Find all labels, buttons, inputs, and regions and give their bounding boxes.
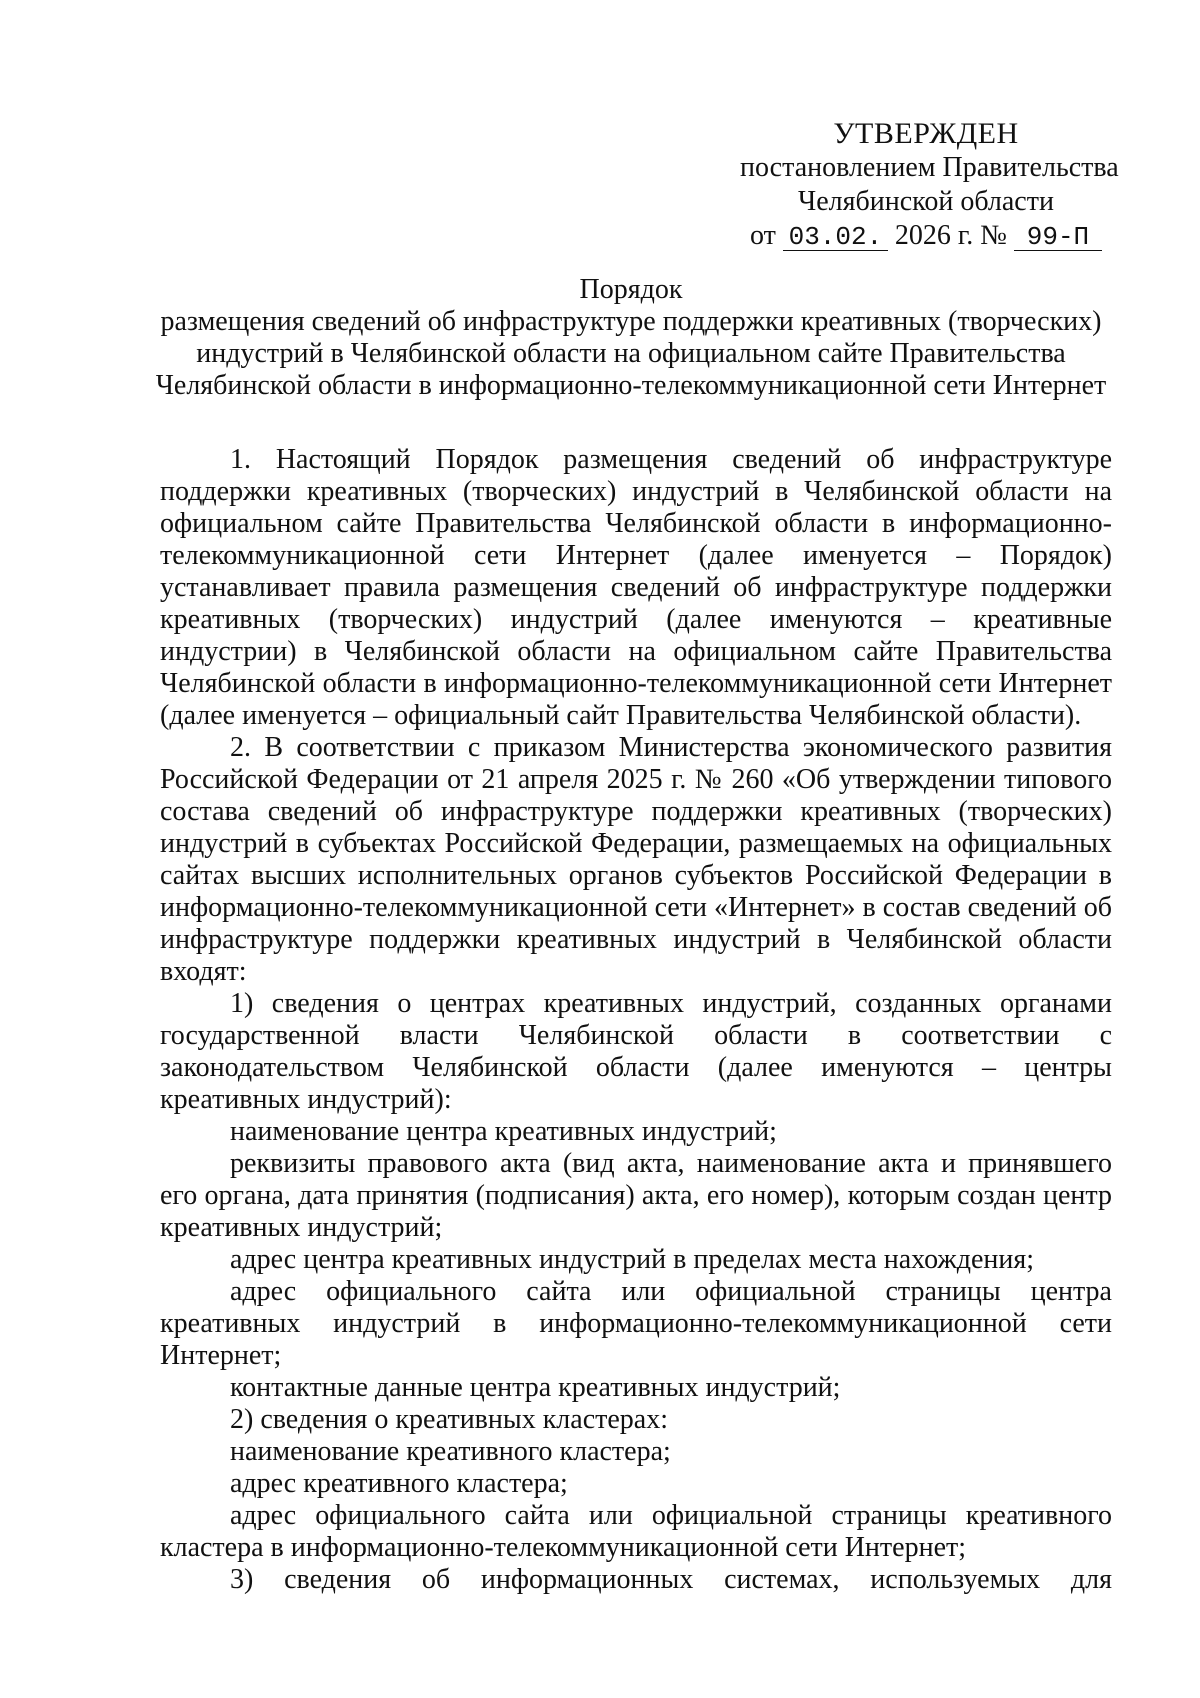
paragraph-cluster-website: адрес официального сайта или официальной страницы креативного кластера в информационно-телекоммуникационной сети Интернет;: [160, 1500, 1112, 1563]
paragraph-cluster-name: наименование креативного кластера;: [230, 1436, 671, 1467]
paragraph-center-contacts: контактные данные центра креативных индустрий;: [230, 1372, 841, 1403]
paragraph-center-name: наименование центра креативных индустрий;: [230, 1116, 777, 1147]
from-label: от: [750, 220, 776, 251]
paragraph-item-3: 3) сведения об информационных системах, используемых для: [230, 1564, 1112, 1595]
approval-line-2: Челябинской области: [798, 186, 1054, 217]
paragraph-1: 1. Настоящий Порядок размещения сведений об инфраструктуре поддержки креативных (творческих) индустрий в Челябинской области на официальном сайте Правительства Челябинской области в информационно-телекоммуникационной сети Интернет (далее именуется – Порядок) устанавливает правила размещения сведений об инфраструктуре поддержки креативных (творческих) индустрий (далее именуются – креативные индустрии) в Челябинской области на официальном сайте Правительства Челябинской области в информационно-телекоммуникационной сети Интернет (далее именуется – официальный сайт Правительства Челябинской области).: [160, 444, 1112, 731]
paragraph-item-1: 1) сведения о центрах креативных индустрий, созданных органами государственной власти Челябинской области в соответствии с законодательством Челябинской области (далее именуются – центры креативных индустрий):: [160, 988, 1112, 1115]
heading-line-3: Челябинской области в информационно-телекоммуникационной сети Интернет: [155, 370, 1107, 401]
number-value: 99-П: [1014, 224, 1102, 251]
date-value: 03.02.: [783, 224, 888, 251]
heading-line-1: размещения сведений об инфраструктуре поддержки креативных (творческих): [160, 306, 1102, 337]
heading-title: Порядок: [579, 274, 683, 305]
approval-date-line: [740, 220, 1112, 254]
approval-line-1: постановлением Правительства: [740, 152, 1119, 183]
document-heading: [150, 274, 1112, 402]
approved-label: УТВЕРЖДЕН: [833, 117, 1019, 150]
year-number-label: 2026 г. №: [894, 220, 1007, 251]
paragraph-item-2: 2) сведения о креативных кластерах:: [230, 1404, 669, 1435]
heading-line-2: индустрий в Челябинской области на официальном сайте Правительства: [196, 338, 1066, 369]
approval-stamp: [740, 117, 1119, 254]
document-body: [160, 444, 1112, 1596]
paragraph-legal-act: реквизиты правового акта (вид акта, наименование акта и принявшего его органа, дата принятия (подписания) акта, его номер), которым создан центр креативных индустрий;: [160, 1148, 1112, 1243]
paragraph-2: 2. В соответствии с приказом Министерства экономического развития Российской Федерации от 21 апреля 2025 г. № 260 «Об утверждении типового состава сведений об инфраструктуре поддержки креативных (творческих) индустрий в субъектах Российской Федерации, размещаемых на официальных сайтах высших исполнительных органов субъектов Российской Федерации в информационно-телекоммуникационной сети «Интернет» в состав сведений об инфраструктуре поддержки креативных индустрий в Челябинской области входят:: [160, 732, 1112, 987]
paragraph-center-address: адрес центра креативных индустрий в пределах места нахождения;: [230, 1244, 1035, 1275]
paragraph-cluster-address: адрес креативного кластера;: [230, 1468, 568, 1499]
paragraph-center-website: адрес официального сайта или официальной страницы центра креативных индустрий в информационно-телекоммуникационной сети Интернет;: [160, 1276, 1112, 1371]
